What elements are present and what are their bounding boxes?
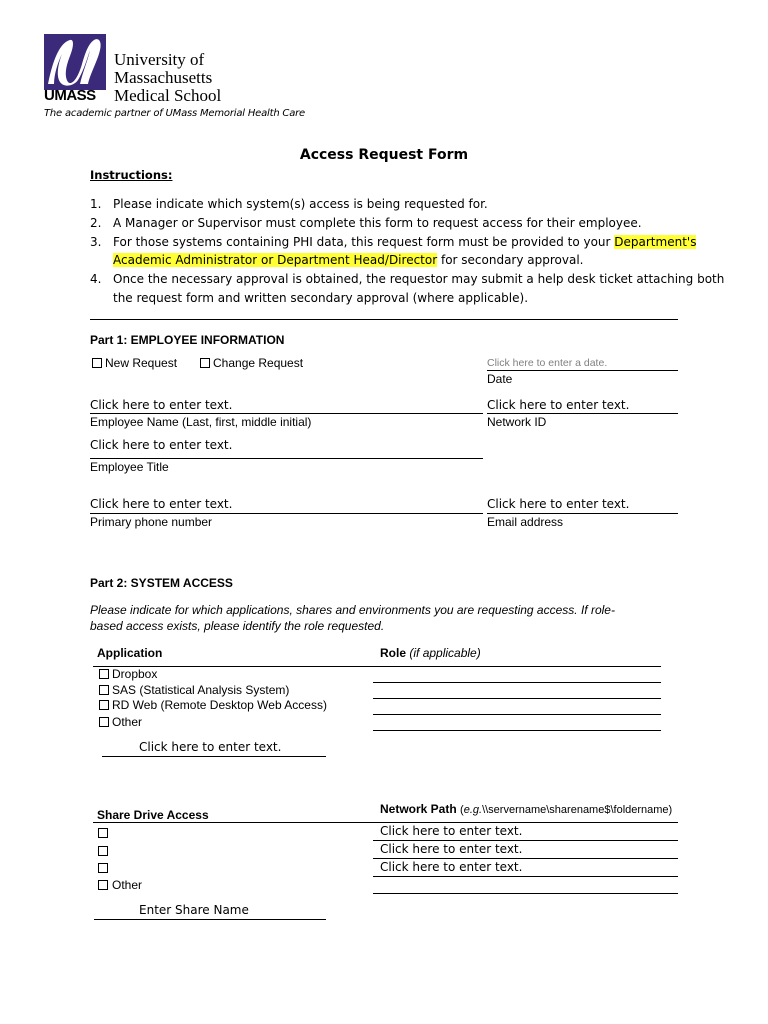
instruction-4-text-a: Once the necessary approval is obtained, the requestor may submit a help desk ticket attaching both bbox=[113, 272, 725, 286]
logo-umass-wordmark: UMASS bbox=[44, 87, 96, 104]
network-path-field-1[interactable]: Click here to enter text. bbox=[380, 824, 523, 838]
application-table-rule bbox=[93, 666, 661, 667]
other-application-field[interactable]: Click here to enter text. bbox=[139, 740, 282, 754]
section-divider bbox=[90, 319, 678, 320]
date-field[interactable]: Click here to enter a date. bbox=[487, 357, 608, 369]
change-request-label: Change Request bbox=[213, 356, 304, 370]
employee-title-label: Employee Title bbox=[90, 460, 169, 474]
network-path-underline-4[interactable] bbox=[373, 893, 678, 894]
instruction-2-text: A Manager or Supervisor must complete this form to request access for their employee. bbox=[113, 216, 642, 230]
role-line-1[interactable] bbox=[373, 682, 661, 683]
share-other-checkbox[interactable] bbox=[98, 880, 108, 890]
share-table-rule bbox=[93, 822, 678, 823]
role-header-note: (if applicable) bbox=[409, 646, 481, 660]
employee-name-label: Employee Name (Last, first, middle initial) bbox=[90, 415, 312, 429]
application-header: Application bbox=[97, 646, 163, 660]
phone-field[interactable]: Click here to enter text. bbox=[90, 497, 233, 511]
email-label: Email address bbox=[487, 515, 564, 529]
network-path-underline-3 bbox=[373, 876, 678, 877]
employee-title-underline bbox=[90, 458, 483, 459]
instruction-3-line-1 bbox=[113, 235, 696, 249]
role-line-3[interactable] bbox=[373, 714, 661, 715]
share-drive-header: Share Drive Access bbox=[97, 808, 209, 822]
instruction-3-highlight-admin: Academic Administrator bbox=[113, 253, 258, 267]
logo-line-2: Massachusetts bbox=[114, 68, 213, 87]
share-other-label: Other bbox=[112, 878, 143, 892]
part2-heading: Part 2: SYSTEM ACCESS bbox=[90, 576, 233, 590]
network-path-field-2[interactable]: Click here to enter text. bbox=[380, 842, 523, 856]
new-request-checkbox[interactable] bbox=[92, 358, 102, 368]
network-path-underline-2 bbox=[373, 858, 678, 859]
other-application-underline bbox=[102, 756, 326, 757]
instruction-3-num: 3. bbox=[90, 235, 102, 249]
instruction-3-or: or bbox=[257, 253, 278, 267]
employee-name-underline bbox=[90, 413, 483, 414]
network-path-example: \\servername\sharename$\foldername) bbox=[482, 804, 673, 816]
email-underline bbox=[487, 513, 678, 514]
role-header-label: Role bbox=[380, 646, 407, 660]
application-dropbox: Dropbox bbox=[112, 667, 158, 681]
new-request-label: New Request bbox=[105, 356, 178, 370]
role-line-2[interactable] bbox=[373, 698, 661, 699]
employee-title-field[interactable]: Click here to enter text. bbox=[90, 438, 233, 452]
instruction-4-num: 4. bbox=[90, 272, 102, 286]
application-sas: SAS (Statistical Analysis System) bbox=[112, 683, 290, 697]
umass-logo-mark-icon bbox=[44, 34, 106, 90]
date-underline bbox=[487, 370, 678, 371]
phone-label: Primary phone number bbox=[90, 515, 213, 529]
date-label: Date bbox=[487, 372, 513, 386]
network-path-open-paren: ( bbox=[460, 804, 464, 816]
part2-description-b: based access exists, please identify the role requested. bbox=[90, 619, 385, 633]
network-path-underline-1 bbox=[373, 840, 678, 841]
role-header bbox=[380, 646, 481, 660]
umass-logo bbox=[44, 34, 314, 124]
share-name-underline bbox=[94, 919, 326, 920]
email-field[interactable]: Click here to enter text. bbox=[487, 497, 630, 511]
change-request-checkbox[interactable] bbox=[200, 358, 210, 368]
instruction-3-line-2 bbox=[113, 253, 584, 267]
logo-line-1: University of bbox=[114, 50, 205, 69]
network-id-label: Network ID bbox=[487, 415, 547, 429]
network-path-eg: e.g. bbox=[463, 804, 483, 816]
dropbox-checkbox[interactable] bbox=[99, 669, 109, 679]
role-line-4[interactable] bbox=[373, 730, 661, 731]
network-path-field-3[interactable]: Click here to enter text. bbox=[380, 860, 523, 874]
sas-checkbox[interactable] bbox=[99, 685, 109, 695]
application-other: Other bbox=[112, 715, 143, 729]
instruction-3-text-post: for secondary approval. bbox=[437, 253, 584, 267]
instruction-4-text-b: the request form and written secondary approval (where applicable). bbox=[113, 291, 529, 305]
instruction-2-num: 2. bbox=[90, 216, 102, 230]
instruction-3-highlight-head: Department Head/Director bbox=[277, 253, 438, 267]
network-id-underline bbox=[487, 413, 678, 414]
instructions-heading: Instructions: bbox=[90, 168, 173, 182]
share-1-checkbox[interactable] bbox=[98, 828, 108, 838]
other-application-checkbox[interactable] bbox=[99, 717, 109, 727]
instruction-3-text-pre: For those systems containing PHI data, this request form must be provided to your bbox=[113, 235, 615, 249]
share-2-checkbox[interactable] bbox=[98, 846, 108, 856]
form-title: Access Request Form bbox=[299, 147, 469, 163]
employee-name-field[interactable]: Click here to enter text. bbox=[90, 398, 233, 412]
instruction-3-highlight-dept: Department's bbox=[614, 235, 697, 249]
application-rdweb: RD Web (Remote Desktop Web Access) bbox=[112, 698, 327, 712]
phone-underline bbox=[90, 513, 483, 514]
logo-tagline: The academic partner of UMass Memorial Health Care bbox=[44, 108, 306, 119]
instruction-1-text: Please indicate which system(s) access is being requested for. bbox=[113, 197, 488, 211]
instruction-1-num: 1. bbox=[90, 197, 102, 211]
network-path-label: Network Path bbox=[380, 802, 457, 816]
part1-heading: Part 1: EMPLOYEE INFORMATION bbox=[90, 333, 285, 347]
share-3-checkbox[interactable] bbox=[98, 863, 108, 873]
network-path-header bbox=[380, 802, 672, 816]
logo-line-3: Medical School bbox=[114, 86, 222, 105]
rdweb-checkbox[interactable] bbox=[99, 700, 109, 710]
part2-description-a: Please indicate for which applications, shares and environments you are requesting access. If role- bbox=[90, 603, 615, 617]
network-id-field[interactable]: Click here to enter text. bbox=[487, 398, 630, 412]
share-name-field[interactable]: Enter Share Name bbox=[139, 903, 249, 917]
